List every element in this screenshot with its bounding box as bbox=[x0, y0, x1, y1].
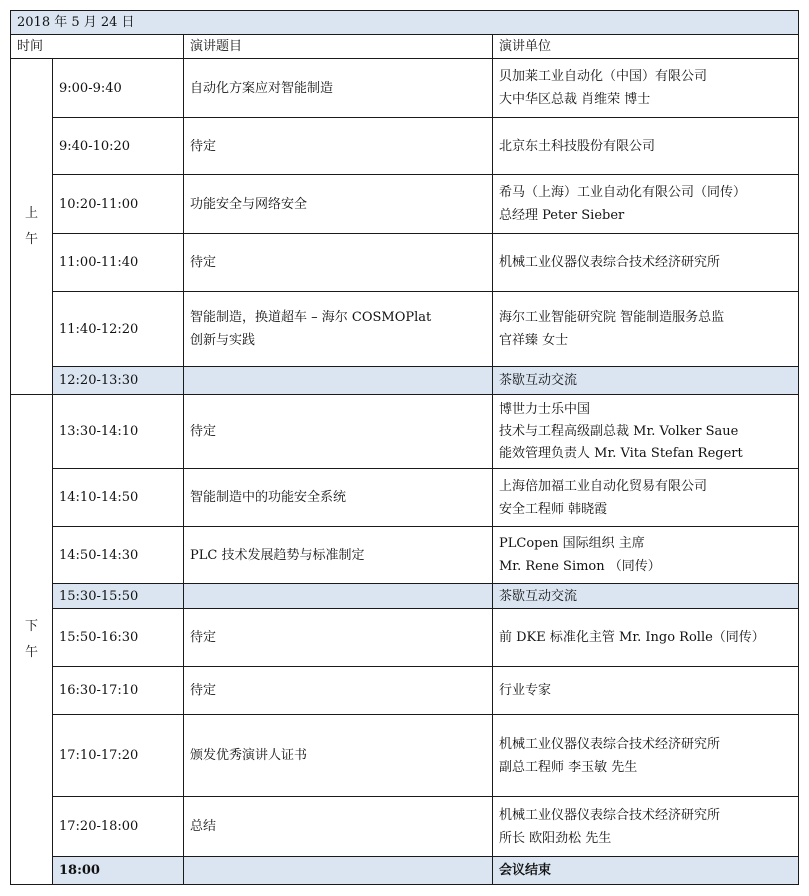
topic-cell: 待定 bbox=[184, 667, 493, 715]
table-row bbox=[11, 715, 799, 797]
time-cell: 10:20-11:00 bbox=[53, 175, 184, 234]
unit-cell: 贝加莱工业自动化（中国）有限公司 大中华区总裁 肖维荣 博士 bbox=[493, 59, 799, 118]
time-cell: 9:40-10:20 bbox=[53, 118, 184, 175]
date-row bbox=[11, 11, 799, 35]
unit-cell: 北京东土科技股份有限公司 bbox=[493, 118, 799, 175]
unit-cell: 上海倍加福工业自动化贸易有限公司 安全工程师 韩晓霞 bbox=[493, 469, 799, 527]
topic-cell: 待定 bbox=[184, 609, 493, 667]
topic-cell: PLC 技术发展趋势与标准制定 bbox=[184, 527, 493, 584]
time-cell: 14:50-14:30 bbox=[53, 527, 184, 584]
table-row bbox=[11, 667, 799, 715]
unit-cell: 前 DKE 标准化主管 Mr. Ingo Rolle（同传） bbox=[493, 609, 799, 667]
topic-cell: 自动化方案应对智能制造 bbox=[184, 59, 493, 118]
date-header: 2018 年 5 月 24 日 bbox=[11, 11, 799, 35]
time-cell: 15:50-16:30 bbox=[53, 609, 184, 667]
unit-cell: 机械工业仪器仪表综合技术经济研究所 bbox=[493, 234, 799, 292]
topic-cell bbox=[184, 857, 493, 885]
time-cell: 18:00 bbox=[53, 857, 184, 885]
topic-cell: 总结 bbox=[184, 797, 493, 857]
table-row bbox=[11, 118, 799, 175]
time-cell: 14:10-14:50 bbox=[53, 469, 184, 527]
table-row bbox=[11, 609, 799, 667]
topic-cell: 待定 bbox=[184, 118, 493, 175]
column-header-row bbox=[11, 35, 799, 59]
time-cell: 17:10-17:20 bbox=[53, 715, 184, 797]
topic-cell bbox=[184, 367, 493, 395]
topic-cell: 智能制造中的功能安全系统 bbox=[184, 469, 493, 527]
session-morning: 上 午 bbox=[11, 59, 53, 395]
unit-cell: 行业专家 bbox=[493, 667, 799, 715]
time-cell: 15:30-15:50 bbox=[53, 584, 184, 609]
time-cell: 17:20-18:00 bbox=[53, 797, 184, 857]
topic-cell: 智能制造，换道超车 – 海尔 COSMOPlat 创新与实践 bbox=[184, 292, 493, 367]
unit-cell: 海尔工业智能研究院 智能制造服务总监 官祥臻 女士 bbox=[493, 292, 799, 367]
table-row bbox=[11, 234, 799, 292]
break-row bbox=[11, 584, 799, 609]
table-row bbox=[11, 527, 799, 584]
time-cell: 9:00-9:40 bbox=[53, 59, 184, 118]
unit-cell: 茶歇互动交流 bbox=[493, 367, 799, 395]
unit-cell: 博世力士乐中国 技术与工程高级副总裁 Mr. Volker Saue 能效管理负责人 Mr. Vita Stefan Regert bbox=[493, 395, 799, 469]
schedule-table bbox=[10, 10, 799, 885]
unit-cell: 茶歇互动交流 bbox=[493, 584, 799, 609]
time-cell: 13:30-14:10 bbox=[53, 395, 184, 469]
table-row bbox=[11, 59, 799, 118]
unit-cell: 机械工业仪器仪表综合技术经济研究所 所长 欧阳劲松 先生 bbox=[493, 797, 799, 857]
table-row bbox=[11, 175, 799, 234]
table-row bbox=[11, 292, 799, 367]
time-cell: 16:30-17:10 bbox=[53, 667, 184, 715]
end-row bbox=[11, 857, 799, 885]
time-cell: 12:20-13:30 bbox=[53, 367, 184, 395]
topic-cell: 功能安全与网络安全 bbox=[184, 175, 493, 234]
unit-cell: 希马（上海）工业自动化有限公司（同传） 总经理 Peter Sieber bbox=[493, 175, 799, 234]
session-afternoon: 下 午 bbox=[11, 395, 53, 885]
column-header-time: 时间 bbox=[11, 35, 184, 59]
topic-cell: 待定 bbox=[184, 395, 493, 469]
table-row bbox=[11, 797, 799, 857]
unit-cell: 机械工业仪器仪表综合技术经济研究所 副总工程师 李玉敏 先生 bbox=[493, 715, 799, 797]
unit-cell: 会议结束 bbox=[493, 857, 799, 885]
unit-cell: PLCopen 国际组织 主席 Mr. Rene Simon （同传） bbox=[493, 527, 799, 584]
break-row bbox=[11, 367, 799, 395]
topic-cell: 颁发优秀演讲人证书 bbox=[184, 715, 493, 797]
column-header-unit: 演讲单位 bbox=[493, 35, 799, 59]
table-row bbox=[11, 395, 799, 469]
table-row bbox=[11, 469, 799, 527]
topic-cell bbox=[184, 584, 493, 609]
time-cell: 11:40-12:20 bbox=[53, 292, 184, 367]
topic-cell: 待定 bbox=[184, 234, 493, 292]
column-header-topic: 演讲题目 bbox=[184, 35, 493, 59]
time-cell: 11:00-11:40 bbox=[53, 234, 184, 292]
